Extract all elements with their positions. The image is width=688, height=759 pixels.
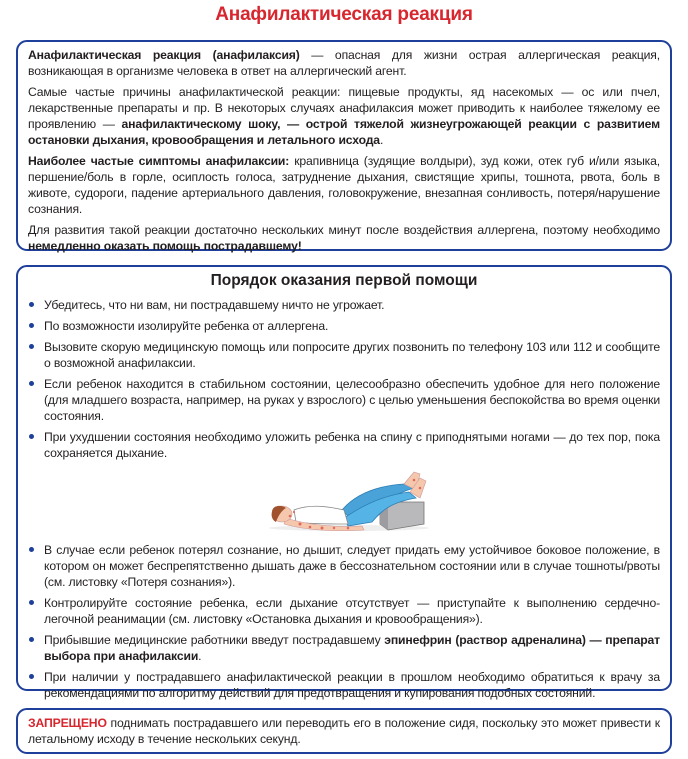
- list-item-text: Прибывшие медицинские работники введут пострадавшему: [44, 633, 385, 647]
- list-item: [28, 632, 660, 664]
- definition-text: — опасная для жизни острая аллергическая реакция, возникающая в организме человека в ответ на аллергический агент.: [28, 48, 660, 78]
- list-item-end: .: [198, 649, 202, 663]
- child-raised-legs-illustration: [264, 466, 434, 536]
- list-item: [28, 595, 660, 627]
- list-item: [28, 297, 660, 313]
- warning-box: [16, 708, 672, 754]
- list-item-text: В случае если ребенок потерял сознание, но дышит, следует придать ему устойчивое боковое положение, в котором он может беспрепятственно дышать даже в бессознательном состоянии или в случае тошноты/рвоты (см. листовку «Потеря сознания»).: [44, 543, 660, 589]
- list-item: [28, 376, 660, 424]
- bullet-icon: [29, 674, 34, 679]
- causes-paragraph: [28, 84, 660, 148]
- bullet-icon: [29, 547, 34, 552]
- list-item: [28, 339, 660, 371]
- list-item: [28, 669, 660, 701]
- bullet-icon: [29, 302, 34, 307]
- list-item-text: Вызовите скорую медицинскую помощь или попросите других позвонить по телефону 103 или 112 и сообщите о возможной анафилаксии.: [44, 340, 660, 370]
- list-item-text: Если ребенок находится в стабильном состоянии, целесообразно обеспечить удобное для него положение (для младшего возраста, например, на руках у взрослого) с целью уменьшения беспокойства во время оценки состояния.: [44, 377, 660, 423]
- urgency-emphasis: немедленно оказать помощь пострадавшему!: [28, 239, 302, 253]
- bullet-icon: [29, 344, 34, 349]
- symptoms-label: Наиболее частые симптомы анафилаксии:: [28, 154, 290, 168]
- warning-paragraph: [28, 715, 660, 747]
- definition-term: Анафилактическая реакция (анафилаксия): [28, 48, 300, 62]
- causes-text: Самые частые причины анафилактической реакции: пищевые продукты, яд насекомых — ос или пчел, лекарственные препараты и пр. В некоторых случаях анафилаксия может приводить к наиболее тяжелому ее проявлению —: [28, 85, 660, 131]
- first-aid-box: [16, 265, 672, 700]
- first-aid-list-bottom: [28, 542, 660, 701]
- bullet-icon: [29, 600, 34, 605]
- first-aid-list-top: [28, 297, 660, 461]
- urgency-text: Для развития такой реакции достаточно нескольких минут после воздействия аллергена, поэтому необходимо: [28, 223, 660, 237]
- list-item-text: При наличии у пострадавшего анафилактической реакции в прошлом необходимо обратиться к врачу за рекомендациями по алгоритму действий для предотвращения и купирования подобных состояний.: [44, 670, 660, 700]
- definition-paragraph: [28, 47, 660, 79]
- causes-end: .: [379, 133, 384, 147]
- bullet-icon: [29, 323, 34, 328]
- list-item: [28, 318, 660, 334]
- prohibited-label: ЗАПРЕЩЕНО: [28, 716, 107, 730]
- list-item-text: По возможности изолируйте ребенка от аллергена.: [44, 319, 329, 333]
- list-item: [28, 429, 660, 461]
- first-aid-heading: Порядок оказания первой помощи: [210, 272, 478, 289]
- intro-box: [16, 40, 672, 251]
- symptoms-text: крапивница (зудящие волдыри), зуд кожи, отек губ и/или языка, першение/боль в горле, осиплость голоса, затруднение дыхания, свистящие хрипы, тошнота, рвота, боль в животе, судороги, падение артериального давления, головокружение, внезапная сонливость, потеря/нарушение сознания.: [28, 154, 660, 216]
- list-item: [28, 542, 660, 590]
- warning-text: поднимать пострадавшего или переводить его в положение сидя, поскольку это может привести к летальному исходу в течение нескольких секунд.: [28, 716, 660, 746]
- bullet-icon: [29, 434, 34, 439]
- list-item-text: Контролируйте состояние ребенка, если дыхание отсутствует — приступайте к выполнению сердечно-легочной реанимации (см. листовку «Остановка дыхания и кровообращения»).: [44, 596, 660, 626]
- list-item-text: При ухудшении состояния необходимо уложить ребенка на спину с приподнятыми ногами — до тех пор, пока сохраняется дыхание.: [44, 430, 660, 460]
- symptoms-paragraph: [28, 153, 660, 217]
- shock-description: анафилактическому шоку, — острой тяжелой жизнеугрожающей реакции с развитием остановки дыхания, кровообращения и летального исхода: [28, 117, 660, 147]
- epinephrine-emphasis: эпинефрин (раствор адреналина) — препарат выбора при анафилаксии: [44, 633, 660, 663]
- bullet-icon: [29, 381, 34, 386]
- bullet-icon: [29, 637, 34, 642]
- page-title: Анафилактическая реакция: [215, 4, 473, 25]
- urgency-paragraph: [28, 222, 660, 254]
- list-item-text: Убедитесь, что ни вам, ни пострадавшему ничто не угрожает.: [44, 298, 385, 312]
